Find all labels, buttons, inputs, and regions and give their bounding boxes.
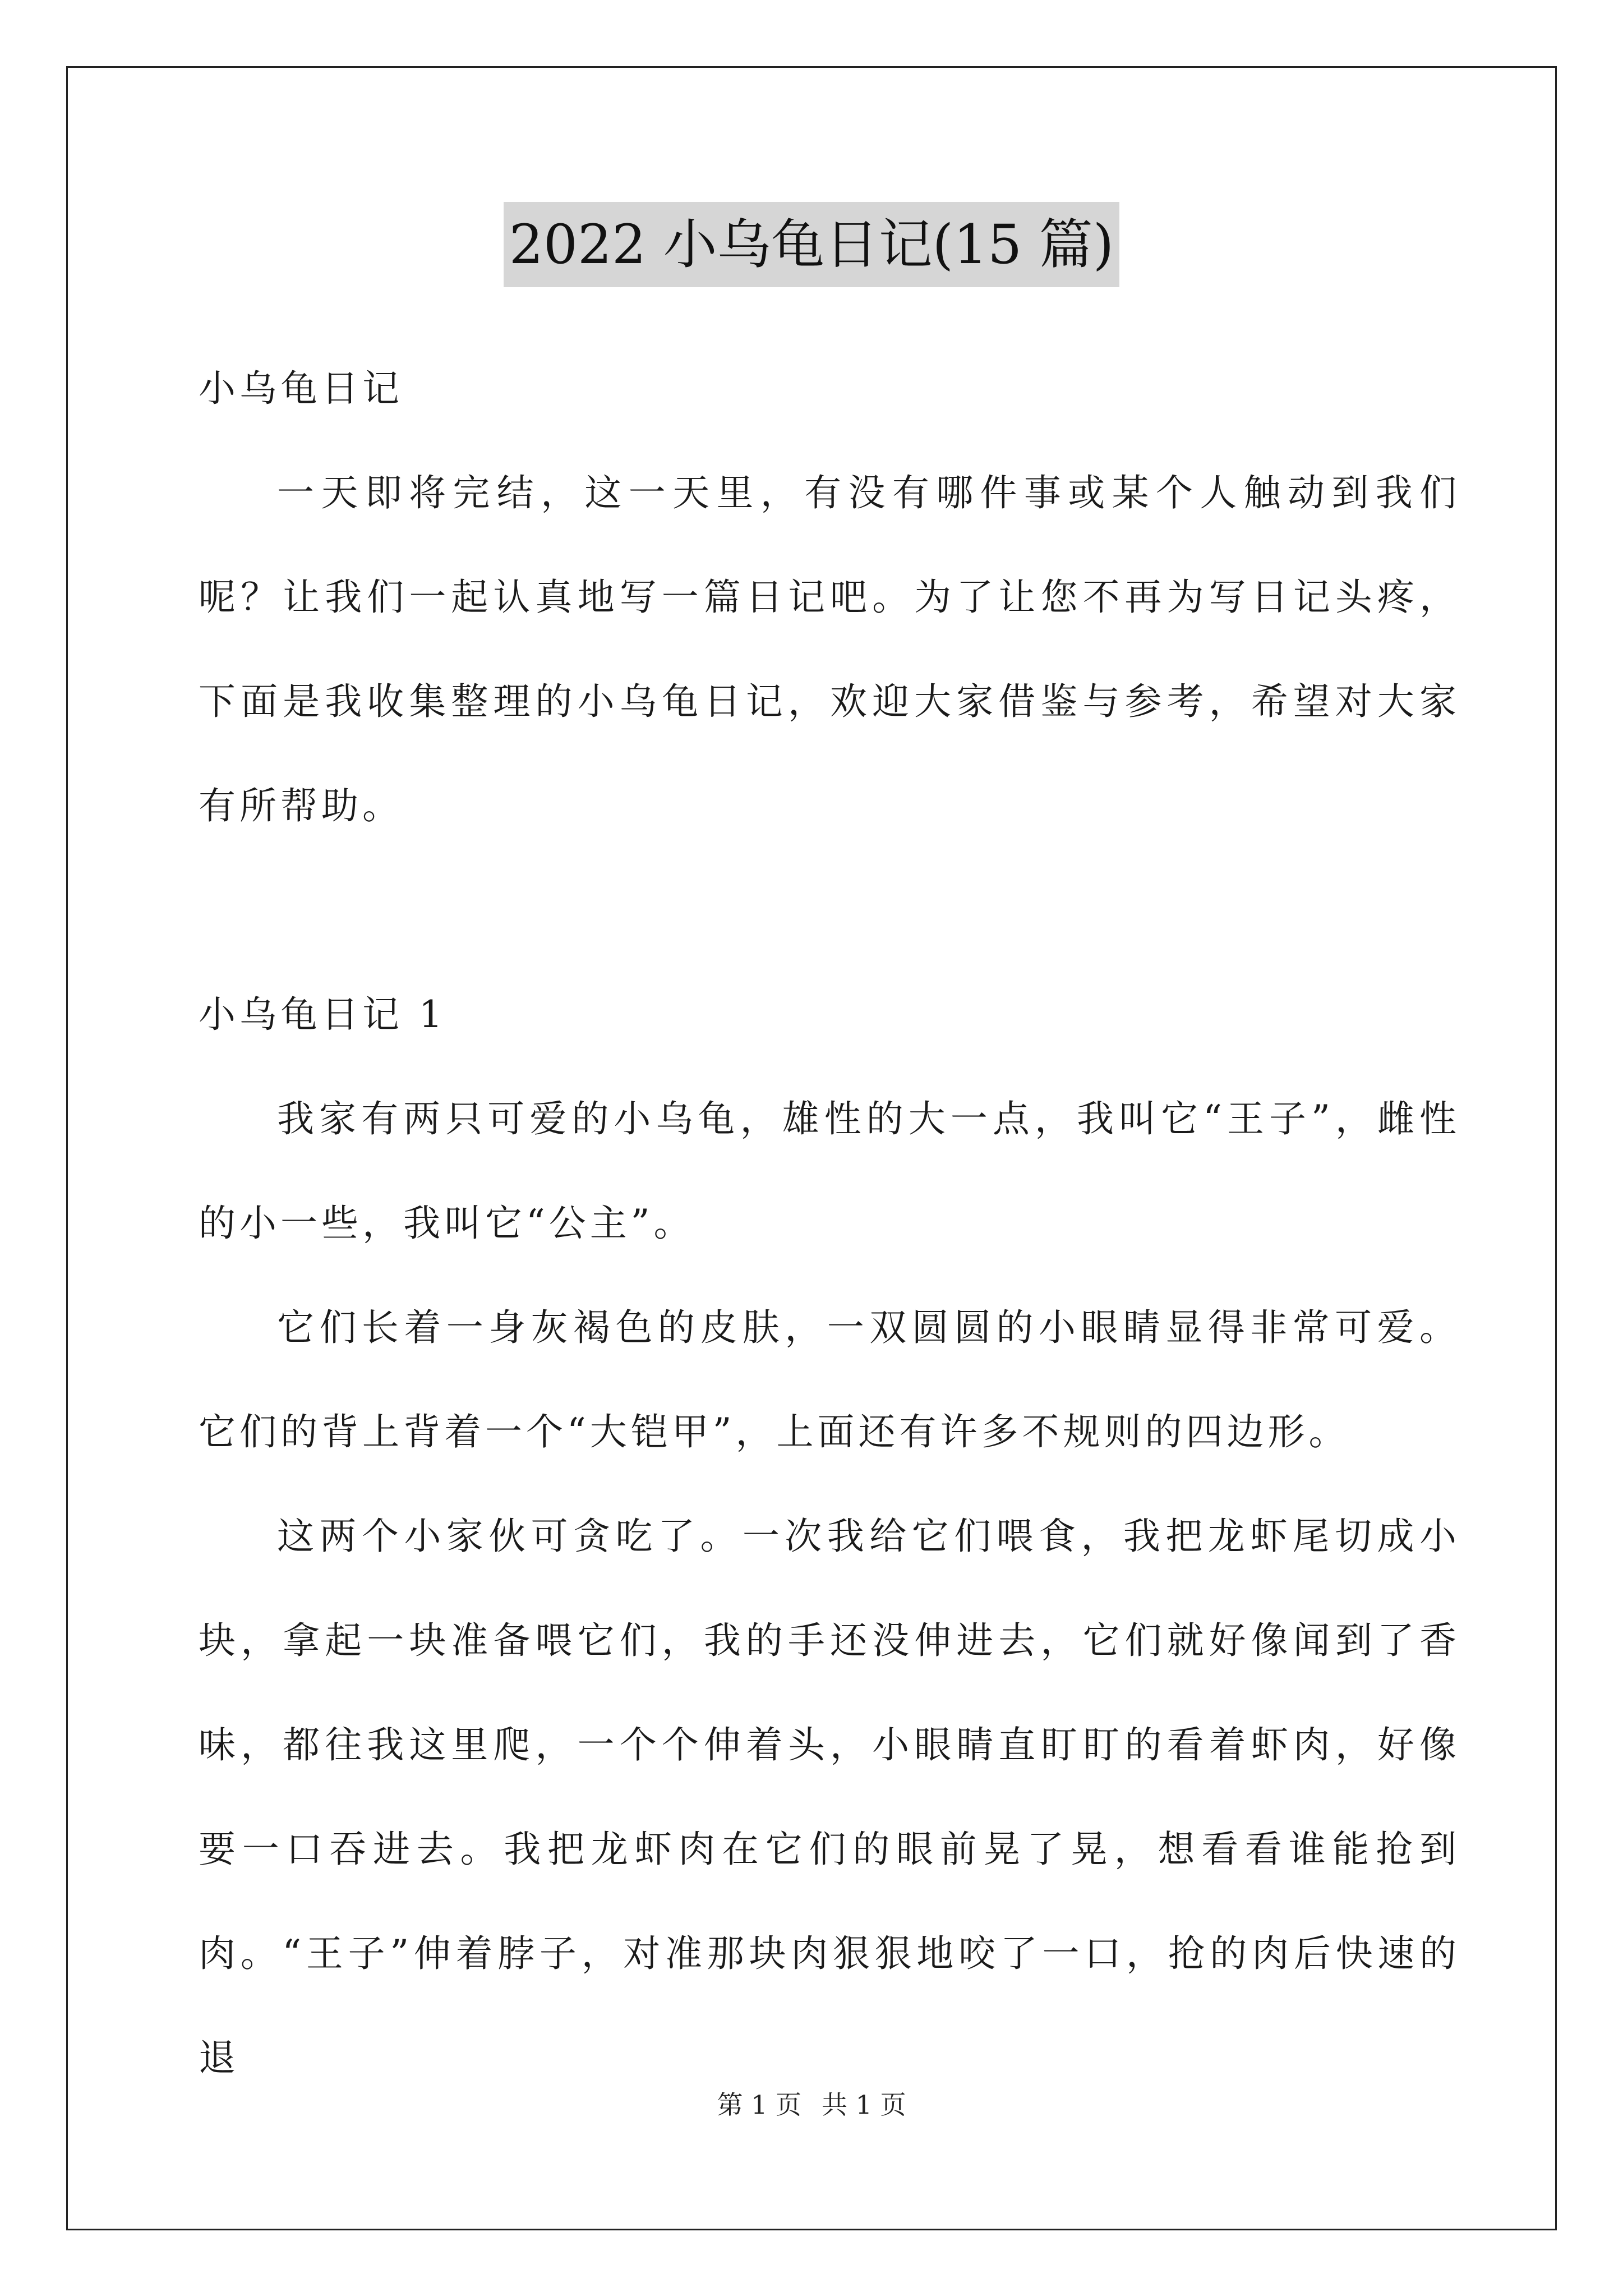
body-paragraph: 我家有两只可爱的小乌龟，雄性的大一点，我叫它“王子”，雌性的小一些，我叫它“公主”。 (199, 1097, 1460, 1245)
body-paragraph: 它们长着一身灰褐色的皮肤，一双圆圆的小眼睛显得非常可爱。它们的背上背着一个“大铠甲”，上面还有许多不规则的四边形。 (199, 1306, 1460, 1453)
section-heading: 小乌龟日记 1 (199, 993, 446, 1036)
title-container (0, 202, 1623, 287)
body-paragraph: 这两个小家伙可贪吃了。一次我给它们喂食，我把龙虾尾切成小块，拿起一块准备喂它们，我的手还没伸进去，它们就好像闻到了香味，都往我这里爬，一个个伸着头，小眼睛直盯盯的看着虾肉，好像要一口吞进去。我把龙虾肉在它们的眼前晃了晃，想看看谁能抢到肉。“王子”伸着脖子，对准那块肉狠狠地咬了一口，抢的肉后快速的退 (199, 1515, 1460, 2079)
section-spacer (199, 858, 1460, 963)
page-footer (0, 2088, 1623, 2122)
document-title: 2022 小乌龟日记(15 篇) (504, 202, 1119, 287)
section-heading: 小乌龟日记 (199, 367, 403, 410)
document-body (199, 337, 1460, 2110)
page-total: 共 1 页 (822, 2090, 906, 2120)
page-number: 第 1 页 (717, 2090, 801, 2120)
intro-paragraph: 一天即将完结，这一天里，有没有哪件事或某个人触动到我们呢？让我们一起认真地写一篇日记吧。为了让您不再为写日记头疼，下面是我收集整理的小乌龟日记，欢迎大家借鉴与参考，希望对大家有所帮助。 (199, 471, 1460, 827)
